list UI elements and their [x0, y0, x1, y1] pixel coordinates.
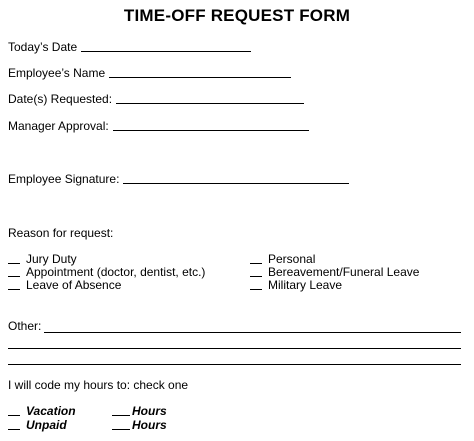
unpaid-hours[interactable] [112, 418, 167, 432]
employee-name-field[interactable] [109, 76, 291, 78]
other-line-2[interactable] [8, 348, 461, 349]
manager-approval-row [8, 119, 309, 133]
reason-military-leave[interactable] [250, 278, 342, 292]
vacation-hours[interactable] [112, 404, 167, 418]
reason-bereavement[interactable] [250, 265, 419, 279]
reason-label-text: Personal [268, 252, 316, 266]
dates-requested-field[interactable] [116, 102, 304, 104]
checkbox-blank[interactable] [250, 275, 262, 277]
reason-appointment[interactable] [8, 265, 205, 279]
checkbox-blank[interactable] [8, 428, 20, 430]
reason-label-text: Bereavement/Funeral Leave [268, 265, 420, 279]
todays-date-row [8, 40, 251, 54]
employee-signature-field[interactable] [123, 182, 349, 184]
checkbox-blank[interactable] [8, 414, 20, 416]
checkbox-blank[interactable] [8, 288, 20, 290]
other-label: Other: [8, 319, 42, 333]
employee-signature-label: Employee Signature: [8, 172, 120, 186]
manager-approval-field[interactable] [113, 129, 309, 131]
hours-blank[interactable] [112, 414, 130, 416]
hours-vacation[interactable] [8, 404, 76, 418]
reason-leave-of-absence[interactable] [8, 278, 121, 292]
hours-label: Hours [132, 418, 167, 432]
manager-approval-label: Manager Approval: [8, 119, 109, 133]
todays-date-label: Today’s Date [8, 40, 78, 54]
hours-label: Hours [132, 404, 167, 418]
employee-name-label: Employee’s Name [8, 66, 106, 80]
reason-label-text: Military Leave [268, 278, 343, 292]
checkbox-blank[interactable] [250, 288, 262, 290]
hour-code-label: Unpaid [26, 418, 67, 432]
hours-unpaid[interactable] [8, 418, 67, 432]
other-line-3[interactable] [8, 364, 461, 365]
reason-label: Reason for request: [8, 226, 114, 240]
reason-label-text: Leave of Absence [26, 278, 122, 292]
hours-blank[interactable] [112, 428, 130, 430]
hours-instruction: I will code my hours to: check one [8, 378, 189, 392]
checkbox-blank[interactable] [8, 262, 20, 264]
reason-jury-duty[interactable] [8, 252, 77, 266]
todays-date-field[interactable] [81, 50, 251, 52]
employee-signature-row [8, 172, 349, 186]
employee-name-row [8, 66, 291, 80]
checkbox-blank[interactable] [8, 275, 20, 277]
reason-personal[interactable] [250, 252, 315, 266]
other-line-1[interactable] [44, 332, 461, 333]
reason-label-text: Appointment (doctor, dentist, etc.) [26, 265, 206, 279]
dates-requested-label: Date(s) Requested: [8, 92, 113, 106]
hour-code-label: Vacation [26, 404, 76, 418]
form-title: TIME-OFF REQUEST FORM [123, 6, 351, 25]
checkbox-blank[interactable] [250, 262, 262, 264]
dates-requested-row [8, 92, 304, 106]
reason-label-text: Jury Duty [26, 252, 77, 266]
